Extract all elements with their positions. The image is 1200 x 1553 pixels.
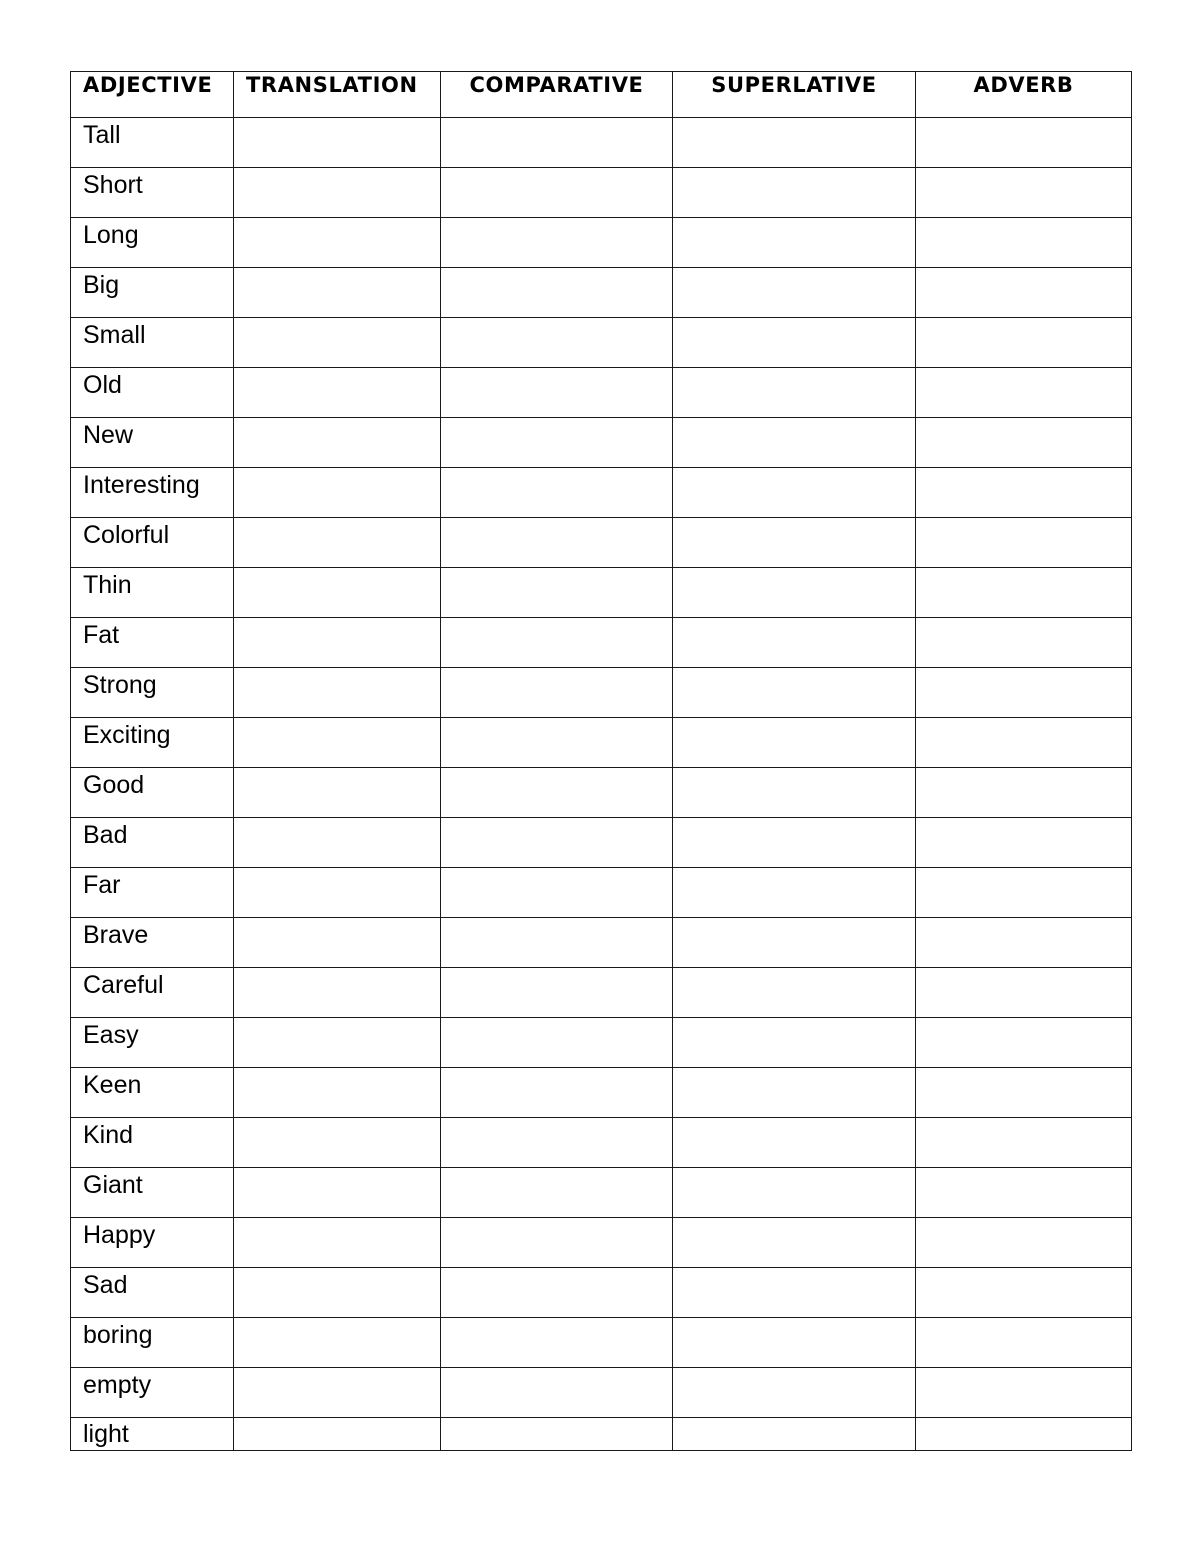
header-adverb: ADVERB bbox=[916, 72, 1132, 118]
adverb-cell[interactable] bbox=[916, 1418, 1132, 1451]
superlative-cell[interactable] bbox=[673, 768, 916, 818]
translation-cell[interactable] bbox=[234, 718, 441, 768]
table-row bbox=[71, 468, 1132, 518]
translation-cell[interactable] bbox=[234, 1418, 441, 1451]
translation-cell[interactable] bbox=[234, 1218, 441, 1268]
superlative-cell[interactable] bbox=[673, 868, 916, 918]
translation-cell[interactable] bbox=[234, 268, 441, 318]
comparative-cell[interactable] bbox=[441, 868, 673, 918]
table-row bbox=[71, 1368, 1132, 1418]
adverb-cell[interactable] bbox=[916, 1368, 1132, 1418]
table-row bbox=[71, 268, 1132, 318]
translation-cell[interactable] bbox=[234, 968, 441, 1018]
superlative-cell[interactable] bbox=[673, 368, 916, 418]
table-row bbox=[71, 1118, 1132, 1168]
adjective-cell: Old bbox=[71, 368, 234, 418]
superlative-cell[interactable] bbox=[673, 918, 916, 968]
table-row bbox=[71, 218, 1132, 268]
translation-cell[interactable] bbox=[234, 1068, 441, 1118]
table-row bbox=[71, 318, 1132, 368]
superlative-cell[interactable] bbox=[673, 818, 916, 868]
comparative-cell[interactable] bbox=[441, 1368, 673, 1418]
superlative-cell[interactable] bbox=[673, 1068, 916, 1118]
adverb-cell[interactable] bbox=[916, 1218, 1132, 1268]
superlative-cell[interactable] bbox=[673, 468, 916, 518]
adjective-cell: boring bbox=[71, 1318, 234, 1368]
table-row bbox=[71, 868, 1132, 918]
superlative-cell[interactable] bbox=[673, 318, 916, 368]
adjective-cell: empty bbox=[71, 1368, 234, 1418]
comparative-cell[interactable] bbox=[441, 1068, 673, 1118]
comparative-cell[interactable] bbox=[441, 818, 673, 868]
adjective-cell: Careful bbox=[71, 968, 234, 1018]
translation-cell[interactable] bbox=[234, 368, 441, 418]
adjective-cell: Brave bbox=[71, 918, 234, 968]
table-row bbox=[71, 1168, 1132, 1218]
table-row bbox=[71, 968, 1132, 1018]
adverb-cell[interactable] bbox=[916, 718, 1132, 768]
adverb-cell[interactable] bbox=[916, 918, 1132, 968]
translation-cell[interactable] bbox=[234, 468, 441, 518]
adjective-cell: Kind bbox=[71, 1118, 234, 1168]
adjective-cell: Colorful bbox=[71, 518, 234, 568]
adverb-cell[interactable] bbox=[916, 1168, 1132, 1218]
table-row bbox=[71, 618, 1132, 668]
comparative-cell[interactable] bbox=[441, 368, 673, 418]
comparative-cell[interactable] bbox=[441, 468, 673, 518]
adverb-cell[interactable] bbox=[916, 318, 1132, 368]
adjective-cell: Keen bbox=[71, 1068, 234, 1118]
header-superlative: SUPERLATIVE bbox=[673, 72, 916, 118]
header-translation: TRANSLATION bbox=[234, 72, 441, 118]
comparative-cell[interactable] bbox=[441, 118, 673, 168]
translation-cell[interactable] bbox=[234, 868, 441, 918]
adverb-cell[interactable] bbox=[916, 618, 1132, 668]
translation-cell[interactable] bbox=[234, 1168, 441, 1218]
adverb-cell[interactable] bbox=[916, 168, 1132, 218]
comparative-cell[interactable] bbox=[441, 768, 673, 818]
translation-cell[interactable] bbox=[234, 768, 441, 818]
adverb-cell[interactable] bbox=[916, 518, 1132, 568]
header-adjective: ADJECTIVE bbox=[71, 72, 234, 118]
table-body bbox=[71, 118, 1132, 1451]
superlative-cell[interactable] bbox=[673, 1318, 916, 1368]
adjective-cell: Long bbox=[71, 218, 234, 268]
table-row bbox=[71, 518, 1132, 568]
translation-cell[interactable] bbox=[234, 1368, 441, 1418]
adverb-cell[interactable] bbox=[916, 1118, 1132, 1168]
adjective-cell: Sad bbox=[71, 1268, 234, 1318]
superlative-cell[interactable] bbox=[673, 668, 916, 718]
comparative-cell[interactable] bbox=[441, 268, 673, 318]
translation-cell[interactable] bbox=[234, 918, 441, 968]
comparative-cell[interactable] bbox=[441, 318, 673, 368]
adverb-cell[interactable] bbox=[916, 1268, 1132, 1318]
table-row bbox=[71, 368, 1132, 418]
translation-cell[interactable] bbox=[234, 668, 441, 718]
adjective-cell: Big bbox=[71, 268, 234, 318]
adverb-cell[interactable] bbox=[916, 218, 1132, 268]
adjective-cell: Far bbox=[71, 868, 234, 918]
comparative-cell[interactable] bbox=[441, 668, 673, 718]
adverb-cell[interactable] bbox=[916, 1018, 1132, 1068]
table-row bbox=[71, 818, 1132, 868]
adjective-cell: Short bbox=[71, 168, 234, 218]
adverb-cell[interactable] bbox=[916, 1068, 1132, 1118]
translation-cell[interactable] bbox=[234, 418, 441, 468]
translation-cell[interactable] bbox=[234, 318, 441, 368]
adjective-cell: light bbox=[71, 1418, 234, 1451]
comparative-cell[interactable] bbox=[441, 1318, 673, 1368]
table-row bbox=[71, 568, 1132, 618]
superlative-cell[interactable] bbox=[673, 218, 916, 268]
adjective-cell: Fat bbox=[71, 618, 234, 668]
translation-cell[interactable] bbox=[234, 1268, 441, 1318]
table-row bbox=[71, 1268, 1132, 1318]
adverb-cell[interactable] bbox=[916, 118, 1132, 168]
table-row bbox=[71, 418, 1132, 468]
superlative-cell[interactable] bbox=[673, 518, 916, 568]
superlative-cell[interactable] bbox=[673, 1168, 916, 1218]
translation-cell[interactable] bbox=[234, 1118, 441, 1168]
table-row bbox=[71, 168, 1132, 218]
translation-cell[interactable] bbox=[234, 618, 441, 668]
adjective-table bbox=[70, 71, 1132, 1451]
table-row bbox=[71, 118, 1132, 168]
table-row bbox=[71, 1018, 1132, 1068]
adverb-cell[interactable] bbox=[916, 468, 1132, 518]
comparative-cell[interactable] bbox=[441, 1168, 673, 1218]
adverb-cell[interactable] bbox=[916, 568, 1132, 618]
comparative-cell[interactable] bbox=[441, 168, 673, 218]
translation-cell[interactable] bbox=[234, 1018, 441, 1068]
adverb-cell[interactable] bbox=[916, 818, 1132, 868]
header-row bbox=[71, 72, 1132, 118]
superlative-cell[interactable] bbox=[673, 1018, 916, 1068]
adverb-cell[interactable] bbox=[916, 868, 1132, 918]
translation-cell[interactable] bbox=[234, 818, 441, 868]
superlative-cell[interactable] bbox=[673, 968, 916, 1018]
translation-cell[interactable] bbox=[234, 568, 441, 618]
superlative-cell[interactable] bbox=[673, 118, 916, 168]
table-row bbox=[71, 718, 1132, 768]
adverb-cell[interactable] bbox=[916, 968, 1132, 1018]
comparative-cell[interactable] bbox=[441, 418, 673, 468]
adverb-cell[interactable] bbox=[916, 418, 1132, 468]
superlative-cell[interactable] bbox=[673, 268, 916, 318]
translation-cell[interactable] bbox=[234, 518, 441, 568]
adjective-cell: Small bbox=[71, 318, 234, 368]
table-row bbox=[71, 1318, 1132, 1368]
translation-cell[interactable] bbox=[234, 1318, 441, 1368]
superlative-cell[interactable] bbox=[673, 1418, 916, 1451]
superlative-cell[interactable] bbox=[673, 1218, 916, 1268]
adjective-cell: Strong bbox=[71, 668, 234, 718]
table-row bbox=[71, 668, 1132, 718]
adjective-cell: New bbox=[71, 418, 234, 468]
table-row bbox=[71, 1068, 1132, 1118]
comparative-cell[interactable] bbox=[441, 1268, 673, 1318]
superlative-cell[interactable] bbox=[673, 1268, 916, 1318]
comparative-cell[interactable] bbox=[441, 968, 673, 1018]
superlative-cell[interactable] bbox=[673, 168, 916, 218]
worksheet bbox=[70, 71, 1132, 1451]
superlative-cell[interactable] bbox=[673, 1118, 916, 1168]
translation-cell[interactable] bbox=[234, 168, 441, 218]
comparative-cell[interactable] bbox=[441, 1418, 673, 1451]
comparative-cell[interactable] bbox=[441, 1218, 673, 1268]
comparative-cell[interactable] bbox=[441, 1118, 673, 1168]
adjective-cell: Tall bbox=[71, 118, 234, 168]
adjective-cell: Easy bbox=[71, 1018, 234, 1068]
adverb-cell[interactable] bbox=[916, 268, 1132, 318]
adjective-cell: Happy bbox=[71, 1218, 234, 1268]
superlative-cell[interactable] bbox=[673, 618, 916, 668]
comparative-cell[interactable] bbox=[441, 718, 673, 768]
table-row bbox=[71, 768, 1132, 818]
adjective-cell: Bad bbox=[71, 818, 234, 868]
adjective-cell: Exciting bbox=[71, 718, 234, 768]
superlative-cell[interactable] bbox=[673, 718, 916, 768]
table-row bbox=[71, 1418, 1132, 1451]
adjective-cell: Interesting bbox=[71, 468, 234, 518]
comparative-cell[interactable] bbox=[441, 918, 673, 968]
comparative-cell[interactable] bbox=[441, 218, 673, 268]
header-comparative: COMPARATIVE bbox=[441, 72, 673, 118]
superlative-cell[interactable] bbox=[673, 1368, 916, 1418]
adjective-cell: Giant bbox=[71, 1168, 234, 1218]
comparative-cell[interactable] bbox=[441, 618, 673, 668]
adverb-cell[interactable] bbox=[916, 768, 1132, 818]
comparative-cell[interactable] bbox=[441, 1018, 673, 1068]
adverb-cell[interactable] bbox=[916, 668, 1132, 718]
adjective-cell: Good bbox=[71, 768, 234, 818]
superlative-cell[interactable] bbox=[673, 568, 916, 618]
adverb-cell[interactable] bbox=[916, 1318, 1132, 1368]
table-row bbox=[71, 918, 1132, 968]
adjective-cell: Thin bbox=[71, 568, 234, 618]
superlative-cell[interactable] bbox=[673, 418, 916, 468]
table-row bbox=[71, 1218, 1132, 1268]
translation-cell[interactable] bbox=[234, 218, 441, 268]
adverb-cell[interactable] bbox=[916, 368, 1132, 418]
comparative-cell[interactable] bbox=[441, 568, 673, 618]
translation-cell[interactable] bbox=[234, 118, 441, 168]
comparative-cell[interactable] bbox=[441, 518, 673, 568]
